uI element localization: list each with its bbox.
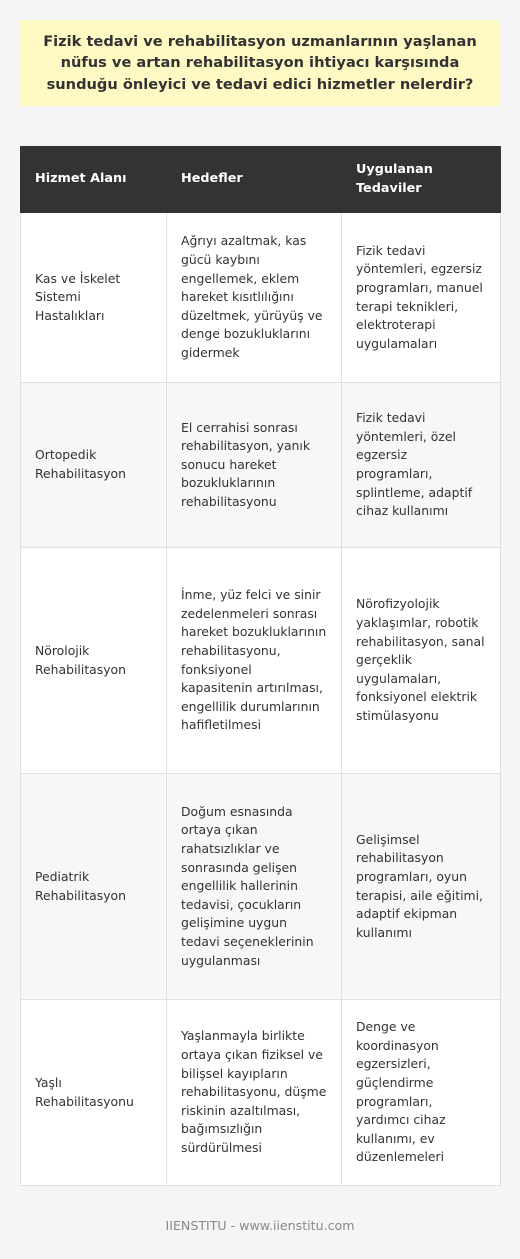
services-table: [20, 146, 501, 1186]
cell-area: Ortopedik Rehabilitasyon: [21, 383, 167, 548]
question-banner: [20, 20, 500, 106]
table-row: [21, 213, 501, 383]
cell-treatments: Denge ve koordinasyon egzersizleri, güçlendirme programları, yardımcı cihaz kullanımı, ev düzenlemeleri: [342, 1000, 501, 1186]
cell-treatments: Nörofizyolojik yaklaşımlar, robotik rehabilitasyon, sanal gerçeklik uygulamaları, fonksiyonel elektrik stimülasyonu: [342, 548, 501, 774]
cell-goals: Doğum esnasında ortaya çıkan rahatsızlıklar ve sonrasında gelişen engellilik hallerinin tedavisi, çocukların gelişimine uygun tedavi seçeneklerinin uygulanması: [167, 774, 342, 1000]
cell-area: Nörolojik Rehabilitasyon: [21, 548, 167, 774]
question-text: Fizik tedavi ve rehabilitasyon uzmanlarının yaşlanan nüfus ve artan rehabilitasyon ihtiyacı karşısında sunduğu önleyici ve tedavi edici hizmetler nelerdir?: [43, 32, 477, 93]
cell-goals: İnme, yüz felci ve sinir zedelenmeleri sonrası hareket bozukluklarının rehabilitasyonu, fonksiyonel kapasitenin artırılması, engellilik durumlarının hafifletilmesi: [167, 548, 342, 774]
cell-treatments: Fizik tedavi yöntemleri, özel egzersiz programları, splintleme, adaptif cihaz kullanımı: [342, 383, 501, 548]
cell-area: Pediatrik Rehabilitasyon: [21, 774, 167, 1000]
header-treatments: Uygulanan Tedaviler: [342, 147, 501, 213]
cell-goals: Ağrıyı azaltmak, kas gücü kaybını engellemek, eklem hareket kısıtlılığını düzeltmek, yürüyüş ve denge bozukluklarını gidermek: [167, 213, 342, 383]
table-header-row: [21, 147, 501, 213]
table-row: [21, 548, 501, 774]
cell-treatments: Fizik tedavi yöntemleri, egzersiz programları, manuel terapi teknikleri, elektroterapi uygulamaları: [342, 213, 501, 383]
table-row: [21, 1000, 501, 1186]
header-service-area: Hizmet Alanı: [21, 147, 167, 213]
table-row: [21, 383, 501, 548]
cell-treatments: Gelişimsel rehabilitasyon programları, oyun terapisi, aile eğitimi, adaptif ekipman kullanımı: [342, 774, 501, 1000]
cell-goals: El cerrahisi sonrası rehabilitasyon, yanık sonucu hareket bozukluklarının rehabilitasyonu: [167, 383, 342, 548]
table-row: [21, 774, 501, 1000]
cell-goals: Yaşlanmayla birlikte ortaya çıkan fiziksel ve bilişsel kayıpların rehabilitasyonu, düşme riskinin azaltılması, bağımsızlığın sürdürülmesi: [167, 1000, 342, 1186]
header-goals: Hedefler: [167, 147, 342, 213]
footer-credit: IIENSTITU - www.iienstitu.com: [165, 1218, 355, 1233]
cell-area: Kas ve İskelet Sistemi Hastalıkları: [21, 213, 167, 383]
cell-area: Yaşlı Rehabilitasyonu: [21, 1000, 167, 1186]
